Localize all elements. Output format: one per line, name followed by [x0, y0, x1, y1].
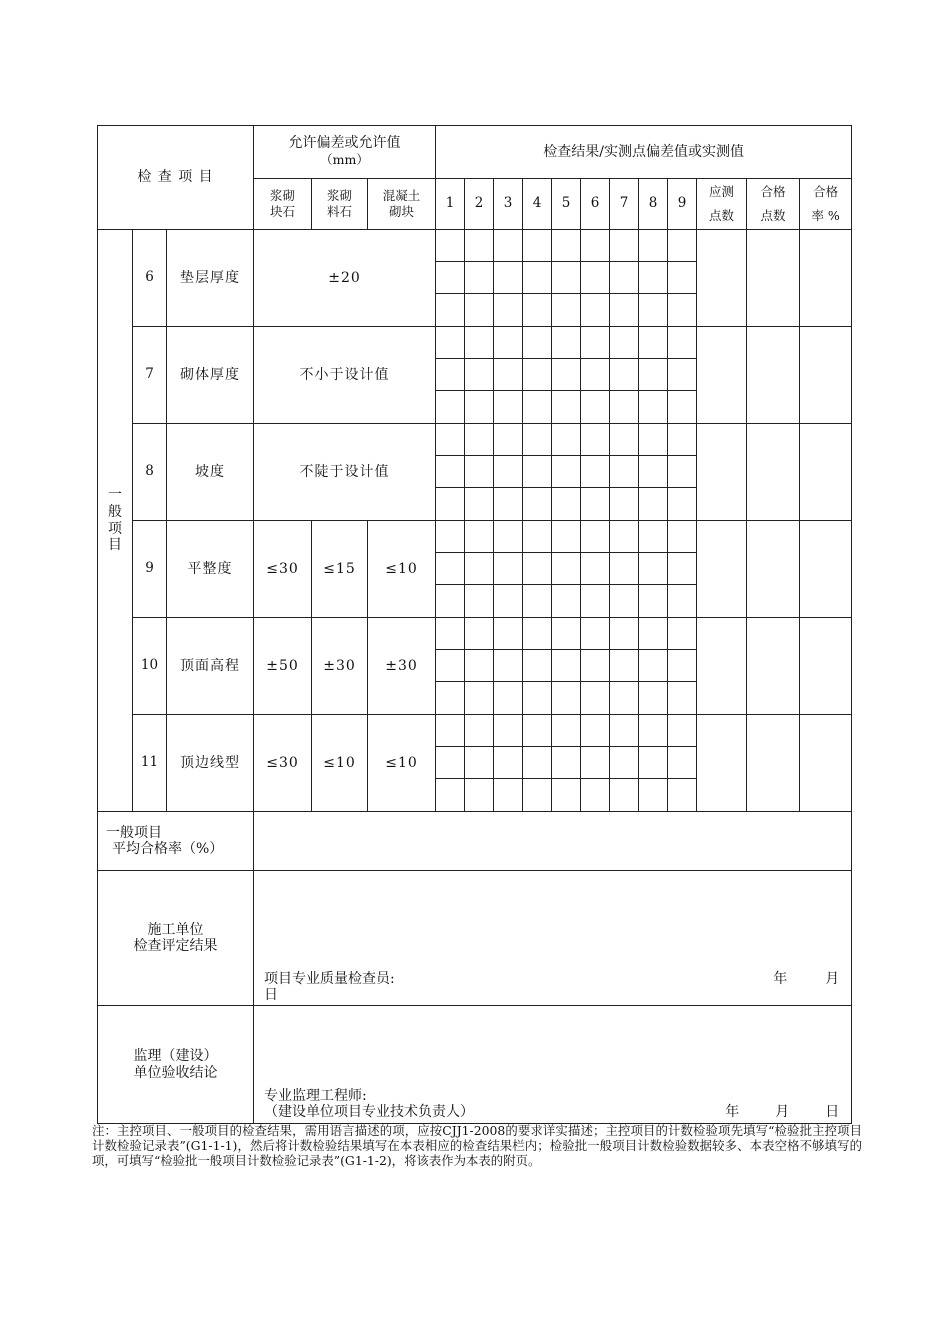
measurement-cell[interactable]: [581, 262, 610, 294]
measurement-cell[interactable]: [552, 779, 581, 812]
inspection-record-table: [97, 125, 852, 1124]
point-col-header: 9: [668, 179, 697, 230]
footnote-text: 注：主控项目、一般项目的检查结果，需用语言描述的项，应按CJJ1-2008的要求详实描述；主控项目的计数检验项先填写“检验批主控项目计数检验记录表”(G1-1-1)，然后将计数检验结果填写在本表相应的检查结果栏内；检验批一般项目计数检验数据较多、本表空格不够填写的项，可填写“检验批一般项目计数检验记录表”(G1-1-2)，将该表作为本表的附页。: [92, 1123, 862, 1168]
summary-cell[interactable]: [697, 618, 747, 715]
item-name: 砌体厚度: [167, 327, 254, 424]
measurement-cell[interactable]: [436, 391, 465, 424]
supervision-label: [98, 1006, 254, 1124]
point-col-header: 8: [639, 179, 668, 230]
measurement-cell[interactable]: [436, 650, 465, 682]
measurement-cell[interactable]: [465, 391, 494, 424]
summary-col-header-line1: 应测: [709, 184, 735, 200]
measurement-cell[interactable]: [436, 230, 465, 262]
measurement-cell[interactable]: [552, 682, 581, 715]
measurement-cell[interactable]: [523, 553, 552, 585]
measurement-cell[interactable]: [523, 715, 552, 747]
summary-cell[interactable]: [747, 424, 800, 521]
summary-cell[interactable]: [747, 715, 800, 812]
measurement-cell[interactable]: [523, 650, 552, 682]
measurement-cell[interactable]: [639, 230, 668, 262]
tolerance-value: ±30: [312, 618, 368, 715]
measurement-cell[interactable]: [581, 747, 610, 779]
summary-col-header: [800, 179, 852, 230]
table-row: [98, 715, 852, 747]
measurement-cell[interactable]: [581, 230, 610, 262]
measurement-cell[interactable]: [581, 359, 610, 391]
tolerance-value: ±50: [254, 618, 312, 715]
summary-cell[interactable]: [697, 521, 747, 618]
tolerance-value: ≤10: [312, 715, 368, 812]
summary-cell[interactable]: [800, 327, 852, 424]
construction-result[interactable]: [254, 871, 852, 1006]
point-col-header: 3: [494, 179, 523, 230]
tolerance-value: ≤10: [368, 715, 436, 812]
category-cell: [98, 230, 133, 812]
measurement-cell[interactable]: [581, 391, 610, 424]
measurement-cell[interactable]: [639, 650, 668, 682]
measurement-cell[interactable]: [552, 359, 581, 391]
summary-col-header-line2: 率 %: [811, 208, 840, 223]
item-number: 8: [133, 424, 167, 521]
summary-cell[interactable]: [697, 230, 747, 327]
measurement-cell[interactable]: [639, 747, 668, 779]
measurement-cell[interactable]: [494, 715, 523, 747]
measurement-cell[interactable]: [581, 488, 610, 521]
measurement-cell[interactable]: [523, 327, 552, 359]
date-fields: [725, 1104, 839, 1120]
supervision-label-line1: 监理（建设）: [133, 1048, 218, 1065]
item-number: 11: [133, 715, 167, 812]
day-label: 日: [264, 987, 279, 1003]
measurement-cell[interactable]: [552, 715, 581, 747]
measurement-cell[interactable]: [668, 521, 697, 553]
measurement-cell[interactable]: [610, 747, 639, 779]
measurement-cell[interactable]: [494, 488, 523, 521]
measurement-cell[interactable]: [610, 682, 639, 715]
measurement-cell[interactable]: [436, 779, 465, 812]
material-col-header: [312, 179, 368, 230]
tolerance-value: ≤15: [312, 521, 368, 618]
measurement-cell[interactable]: [465, 747, 494, 779]
point-col-header: 4: [523, 179, 552, 230]
measurement-cell[interactable]: [639, 715, 668, 747]
measurement-cell[interactable]: [610, 262, 639, 294]
measurement-cell[interactable]: [639, 585, 668, 618]
measurement-cell[interactable]: [494, 391, 523, 424]
measurement-cell[interactable]: [523, 359, 552, 391]
inspector-label: 项目专业质量检查员:: [264, 971, 395, 987]
measurement-cell[interactable]: [639, 294, 668, 327]
material-col-header-line2: 砌块: [389, 204, 415, 219]
summary-col-header: [697, 179, 747, 230]
measurement-cell[interactable]: [581, 779, 610, 812]
measurement-cell[interactable]: [581, 585, 610, 618]
measurement-cell[interactable]: [465, 456, 494, 488]
measurement-cell[interactable]: [494, 618, 523, 650]
material-col-header-line1: 混凝土: [382, 188, 421, 204]
average-label-line1: 一般项目: [106, 824, 162, 841]
measurement-cell[interactable]: [639, 553, 668, 585]
measurement-cell[interactable]: [668, 553, 697, 585]
measurement-cell[interactable]: [668, 294, 697, 327]
summary-cell[interactable]: [697, 327, 747, 424]
point-col-header: 2: [465, 179, 494, 230]
summary-cell[interactable]: [800, 715, 852, 812]
year-label: 年: [725, 1104, 740, 1120]
measurement-cell[interactable]: [465, 553, 494, 585]
item-name: 平整度: [167, 521, 254, 618]
measurement-cell[interactable]: [552, 294, 581, 327]
month-label: 月: [825, 971, 840, 987]
measurement-cell[interactable]: [494, 521, 523, 553]
tolerance-unit: （mm）: [320, 151, 369, 167]
material-col-header-line1: 浆砌: [270, 188, 296, 204]
inspector-signature-line: [264, 971, 839, 987]
material-col-header-line1: 浆砌: [327, 188, 353, 204]
measurement-cell[interactable]: [552, 230, 581, 262]
results-header: 检查结果/实测点偏差值或实测值: [436, 126, 852, 179]
tolerance-value: ≤10: [368, 521, 436, 618]
measurement-cell[interactable]: [581, 521, 610, 553]
average-label-line2: 平均合格率（%）: [112, 841, 224, 857]
supervision-result[interactable]: [254, 1006, 852, 1124]
measurement-cell[interactable]: [639, 391, 668, 424]
summary-col-header-line1: 合格: [813, 184, 839, 200]
measurement-cell[interactable]: [523, 230, 552, 262]
material-col-header-line2: 块石: [270, 204, 296, 219]
footnote: [92, 1123, 862, 1168]
measurement-cell[interactable]: [610, 359, 639, 391]
measurement-cell[interactable]: [494, 424, 523, 456]
measurement-cell[interactable]: [494, 456, 523, 488]
measurement-cell[interactable]: [465, 424, 494, 456]
measurement-cell[interactable]: [494, 747, 523, 779]
check-item-header: 检 查 项 目: [98, 126, 254, 230]
measurement-cell[interactable]: [552, 391, 581, 424]
measurement-cell[interactable]: [465, 618, 494, 650]
measurement-cell[interactable]: [639, 424, 668, 456]
measurement-cell[interactable]: [494, 359, 523, 391]
measurement-cell[interactable]: [494, 682, 523, 715]
measurement-cell[interactable]: [494, 585, 523, 618]
measurement-cell[interactable]: [436, 747, 465, 779]
measurement-cell[interactable]: [668, 618, 697, 650]
table-row: [98, 230, 852, 262]
measurement-cell[interactable]: [639, 618, 668, 650]
measurement-cell[interactable]: [610, 424, 639, 456]
measurement-cell[interactable]: [639, 779, 668, 812]
category-label: 一般项目: [108, 486, 122, 554]
measurement-cell[interactable]: [552, 262, 581, 294]
item-name: 坡度: [167, 424, 254, 521]
measurement-cell[interactable]: [436, 327, 465, 359]
supervision-row: [98, 1006, 852, 1124]
measurement-cell[interactable]: [668, 488, 697, 521]
measurement-cell[interactable]: [610, 650, 639, 682]
measurement-cell[interactable]: [668, 715, 697, 747]
measurement-cell[interactable]: [523, 294, 552, 327]
tolerance-header: [254, 126, 436, 179]
measurement-cell[interactable]: [610, 294, 639, 327]
measurement-cell[interactable]: [494, 327, 523, 359]
measurement-cell[interactable]: [436, 488, 465, 521]
measurement-cell[interactable]: [552, 327, 581, 359]
measurement-cell[interactable]: [552, 747, 581, 779]
measurement-cell[interactable]: [465, 488, 494, 521]
measurement-cell[interactable]: [523, 618, 552, 650]
measurement-cell[interactable]: [523, 488, 552, 521]
measurement-cell[interactable]: [639, 359, 668, 391]
measurement-cell[interactable]: [668, 650, 697, 682]
measurement-cell[interactable]: [523, 521, 552, 553]
measurement-cell[interactable]: [494, 262, 523, 294]
summary-cell[interactable]: [800, 230, 852, 327]
summary-cell[interactable]: [697, 424, 747, 521]
measurement-cell[interactable]: [436, 456, 465, 488]
measurement-cell[interactable]: [581, 424, 610, 456]
measurement-cell[interactable]: [436, 262, 465, 294]
measurement-cell[interactable]: [465, 650, 494, 682]
measurement-cell[interactable]: [610, 521, 639, 553]
tolerance-value: 不陡于设计值: [254, 424, 436, 521]
measurement-cell[interactable]: [668, 456, 697, 488]
measurement-cell[interactable]: [668, 327, 697, 359]
average-row: [98, 812, 852, 871]
measurement-cell[interactable]: [581, 618, 610, 650]
average-label: [98, 812, 254, 871]
measurement-cell[interactable]: [465, 585, 494, 618]
measurement-cell[interactable]: [581, 327, 610, 359]
measurement-cell[interactable]: [523, 585, 552, 618]
measurement-cell[interactable]: [639, 521, 668, 553]
measurement-cell[interactable]: [436, 585, 465, 618]
owner-rep-label: （建设单位项目专业技术负责人）: [264, 1104, 475, 1120]
measurement-cell[interactable]: [639, 327, 668, 359]
summary-col-header-line2: 点数: [760, 208, 786, 223]
measurement-cell[interactable]: [494, 779, 523, 812]
tolerance-value: ±30: [368, 618, 436, 715]
material-col-header-line2: 料石: [327, 204, 353, 219]
measurement-cell[interactable]: [523, 262, 552, 294]
item-number: 7: [133, 327, 167, 424]
measurement-cell[interactable]: [668, 682, 697, 715]
measurement-cell[interactable]: [668, 262, 697, 294]
measurement-cell[interactable]: [639, 488, 668, 521]
material-col-header: [254, 179, 312, 230]
measurement-cell[interactable]: [465, 327, 494, 359]
measurement-cell[interactable]: [668, 424, 697, 456]
table-row: [98, 327, 852, 359]
point-col-header: 5: [552, 179, 581, 230]
measurement-cell[interactable]: [610, 488, 639, 521]
measurement-cell[interactable]: [668, 359, 697, 391]
summary-cell[interactable]: [747, 521, 800, 618]
measurement-cell[interactable]: [639, 682, 668, 715]
owner-rep-line: [264, 1104, 839, 1120]
measurement-cell[interactable]: [494, 650, 523, 682]
construction-label-line2: 检查评定结果: [133, 938, 218, 954]
measurement-cell[interactable]: [436, 359, 465, 391]
measurement-cell[interactable]: [668, 747, 697, 779]
measurement-cell[interactable]: [552, 618, 581, 650]
measurement-cell[interactable]: [581, 715, 610, 747]
summary-col-header: [747, 179, 800, 230]
date-fields: [773, 971, 839, 987]
point-col-header: 6: [581, 179, 610, 230]
measurement-cell[interactable]: [668, 779, 697, 812]
measurement-cell[interactable]: [523, 682, 552, 715]
tolerance-value: 不小于设计值: [254, 327, 436, 424]
engineer-label: 专业监理工程师:: [264, 1088, 367, 1104]
summary-col-header-line1: 合格: [760, 184, 786, 200]
material-col-header: [368, 179, 436, 230]
measurement-cell[interactable]: [639, 262, 668, 294]
measurement-cell[interactable]: [552, 521, 581, 553]
measurement-cell[interactable]: [610, 618, 639, 650]
table-row: [98, 424, 852, 456]
measurement-cell[interactable]: [610, 230, 639, 262]
measurement-cell[interactable]: [610, 553, 639, 585]
measurement-cell[interactable]: [610, 585, 639, 618]
item-name: 顶边线型: [167, 715, 254, 812]
measurement-cell[interactable]: [610, 391, 639, 424]
measurement-cell[interactable]: [668, 391, 697, 424]
item-number: 6: [133, 230, 167, 327]
measurement-cell[interactable]: [523, 747, 552, 779]
day-line: [264, 987, 839, 1003]
measurement-cell[interactable]: [552, 424, 581, 456]
item-number: 9: [133, 521, 167, 618]
construction-label-line1: 施工单位: [147, 921, 204, 938]
table-row: [98, 618, 852, 650]
tolerance-value: ≤30: [254, 715, 312, 812]
measurement-cell[interactable]: [465, 230, 494, 262]
measurement-cell[interactable]: [436, 521, 465, 553]
measurement-cell[interactable]: [610, 456, 639, 488]
supervision-label-line2: 单位验收结论: [133, 1064, 218, 1081]
measurement-cell[interactable]: [552, 488, 581, 521]
measurement-cell[interactable]: [668, 585, 697, 618]
item-name: 顶面高程: [167, 618, 254, 715]
measurement-cell[interactable]: [552, 456, 581, 488]
measurement-cell[interactable]: [465, 715, 494, 747]
measurement-cell[interactable]: [465, 521, 494, 553]
tolerance-value: ≤30: [254, 521, 312, 618]
summary-col-header-line2: 点数: [709, 208, 735, 223]
measurement-cell[interactable]: [436, 618, 465, 650]
table-row: [98, 521, 852, 553]
measurement-cell[interactable]: [465, 359, 494, 391]
measurement-cell[interactable]: [581, 650, 610, 682]
summary-cell[interactable]: [800, 424, 852, 521]
measurement-cell[interactable]: [436, 424, 465, 456]
measurement-cell[interactable]: [436, 294, 465, 327]
measurement-cell[interactable]: [581, 456, 610, 488]
measurement-cell[interactable]: [610, 327, 639, 359]
measurement-cell[interactable]: [465, 262, 494, 294]
tolerance-title: 允许偏差或允许值: [288, 134, 401, 151]
measurement-cell[interactable]: [436, 553, 465, 585]
measurement-cell[interactable]: [436, 715, 465, 747]
measurement-cell[interactable]: [523, 779, 552, 812]
summary-cell[interactable]: [800, 521, 852, 618]
measurement-cell[interactable]: [610, 715, 639, 747]
measurement-cell[interactable]: [581, 553, 610, 585]
point-col-header: 1: [436, 179, 465, 230]
measurement-cell[interactable]: [610, 779, 639, 812]
measurement-cell[interactable]: [581, 682, 610, 715]
average-value[interactable]: [254, 812, 852, 871]
measurement-cell[interactable]: [523, 456, 552, 488]
item-number: 10: [133, 618, 167, 715]
measurement-cell[interactable]: [523, 391, 552, 424]
measurement-cell[interactable]: [523, 424, 552, 456]
measurement-cell[interactable]: [436, 682, 465, 715]
measurement-cell[interactable]: [668, 230, 697, 262]
month-label: 月: [775, 1104, 790, 1120]
measurement-cell[interactable]: [465, 682, 494, 715]
measurement-cell[interactable]: [552, 553, 581, 585]
measurement-cell[interactable]: [494, 294, 523, 327]
measurement-cell[interactable]: [465, 779, 494, 812]
measurement-cell[interactable]: [465, 294, 494, 327]
measurement-cell[interactable]: [494, 553, 523, 585]
day-label: 日: [825, 1104, 840, 1120]
summary-cell[interactable]: [800, 618, 852, 715]
point-col-header: 7: [610, 179, 639, 230]
measurement-cell[interactable]: [552, 585, 581, 618]
measurement-cell[interactable]: [639, 456, 668, 488]
summary-cell[interactable]: [747, 327, 800, 424]
measurement-cell[interactable]: [494, 230, 523, 262]
measurement-cell[interactable]: [552, 650, 581, 682]
summary-cell[interactable]: [747, 618, 800, 715]
construction-label: [98, 871, 254, 1006]
measurement-cell[interactable]: [581, 294, 610, 327]
summary-cell[interactable]: [697, 715, 747, 812]
engineer-signature-line: [264, 1088, 839, 1104]
construction-row: [98, 871, 852, 1006]
item-name: 垫层厚度: [167, 230, 254, 327]
year-label: 年: [773, 971, 788, 987]
tolerance-value: ±20: [254, 230, 436, 327]
summary-cell[interactable]: [747, 230, 800, 327]
